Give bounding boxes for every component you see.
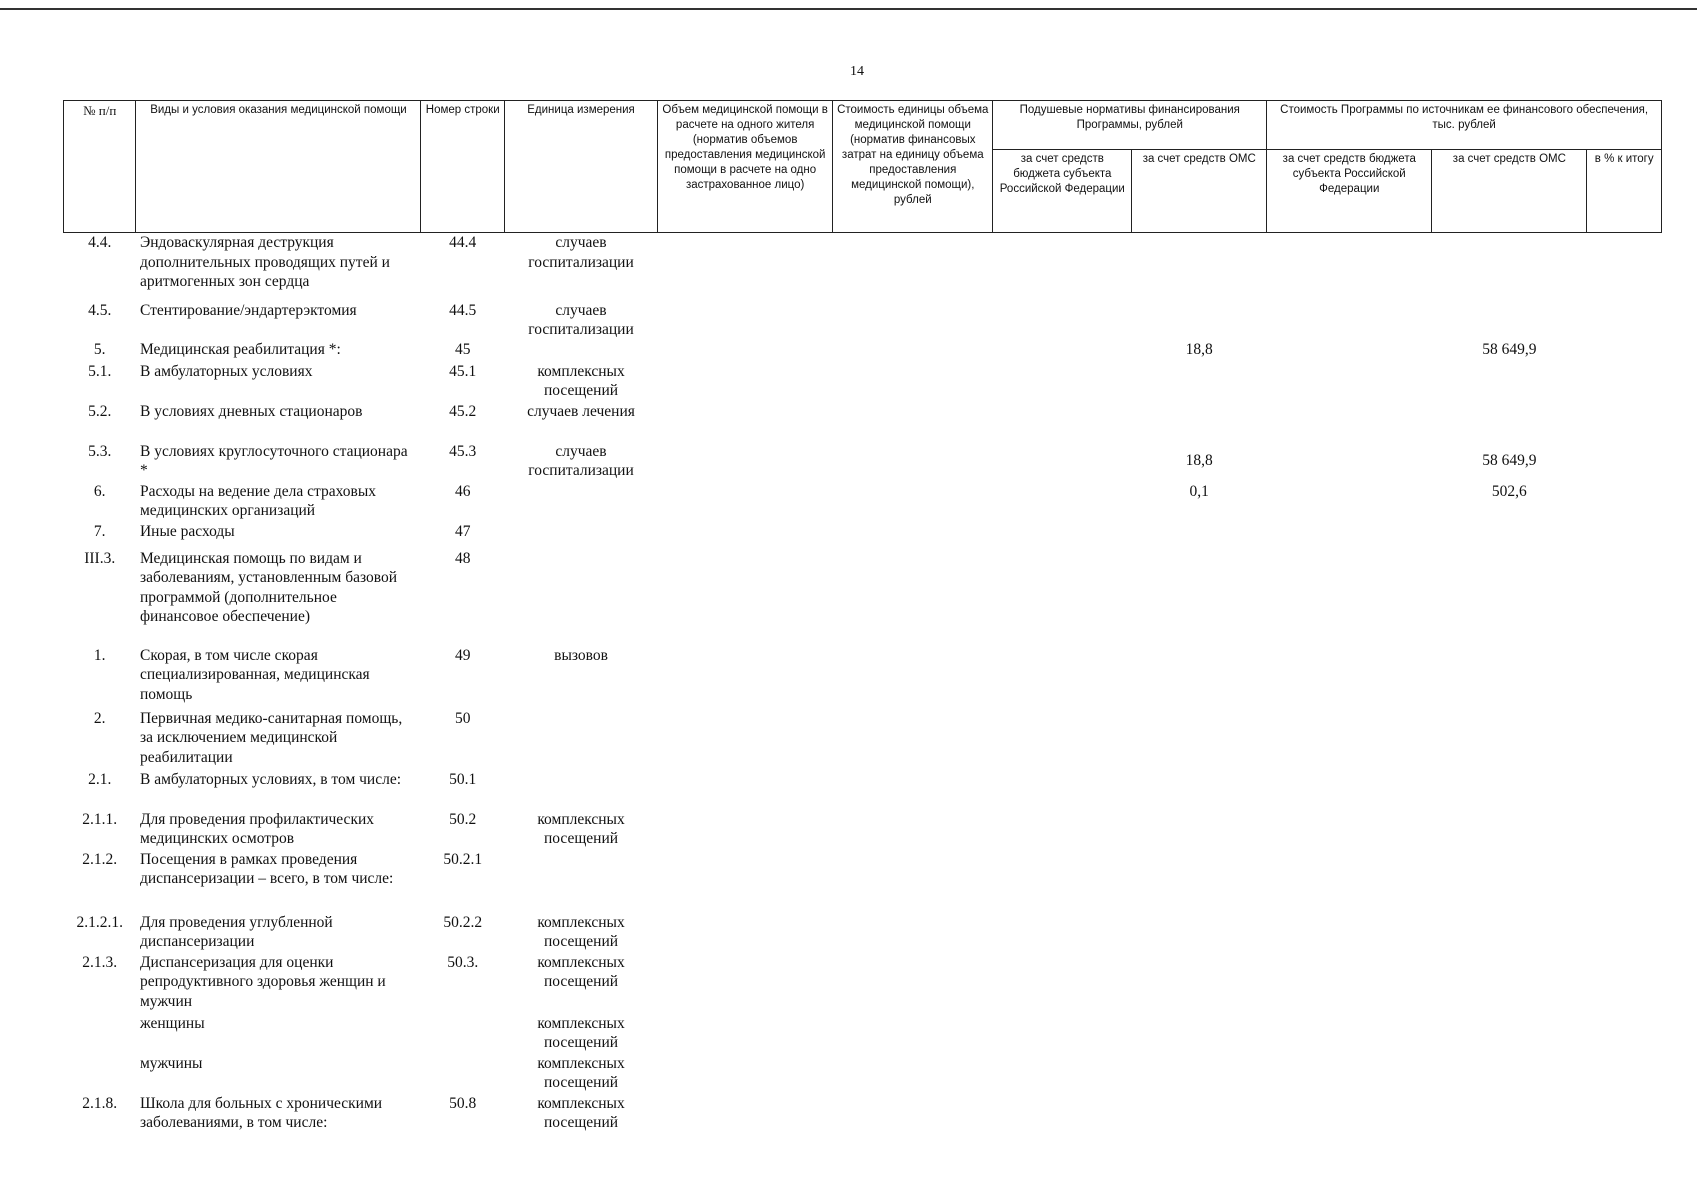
header-program-oms: за счет средств ОМС — [1432, 150, 1587, 233]
row-per-capita-budget — [993, 442, 1132, 482]
row-unit: комплексных посещений — [537, 1094, 625, 1131]
row-program-budget — [1267, 646, 1432, 709]
row-program-oms — [1432, 1054, 1587, 1094]
header-program-pct: в % к итогу — [1587, 150, 1662, 233]
row-code: 45.2 — [449, 402, 477, 420]
row-per-capita-budget — [993, 953, 1132, 1014]
table-row — [64, 482, 1662, 522]
row-unit: комплексных посещений — [537, 810, 625, 847]
row-unit — [505, 522, 658, 549]
row-per-capita-budget — [993, 522, 1132, 549]
row-code: 44.4 — [449, 234, 477, 251]
header-volume: Объем медицинской помощи в расчете на одного жителя (норматив объемов предоставления медицинской помощи в расчете на одно застрахованное лицо) — [658, 101, 833, 233]
row-program-pct — [1587, 1054, 1662, 1094]
row-cost — [833, 233, 993, 301]
row-unit: случаев лечения — [527, 402, 635, 420]
row-name: Для проведения углубленной диспансеризации — [139, 913, 333, 950]
row-cost — [833, 522, 993, 549]
row-name: В амбулаторных условиях — [139, 362, 313, 380]
table-row — [64, 709, 1662, 770]
row-per-capita-budget — [993, 646, 1132, 709]
row-program-oms — [1432, 1094, 1587, 1134]
table-row — [64, 233, 1662, 301]
row-program-oms — [1432, 953, 1587, 1014]
row-program-oms: 58 649,9 — [1482, 340, 1537, 358]
row-program-budget — [1267, 913, 1432, 953]
row-program-oms — [1432, 709, 1587, 770]
row-number: 5.3. — [88, 442, 112, 460]
row-code: 49 — [454, 646, 471, 664]
row-per-capita-budget — [993, 913, 1132, 953]
row-cost — [833, 340, 993, 362]
row-code: 45.1 — [449, 362, 477, 380]
row-program-oms — [1432, 850, 1587, 913]
row-unit: комплексных посещений — [537, 1014, 625, 1051]
row-program-oms: 58 649,9 — [1482, 451, 1537, 469]
table-row — [64, 770, 1662, 810]
row-program-pct — [1587, 442, 1662, 482]
row-volume — [658, 362, 833, 402]
header-num: № п/п — [64, 101, 136, 233]
row-volume — [658, 301, 833, 340]
row-program-budget — [1267, 402, 1432, 442]
row-number: 5. — [93, 340, 106, 358]
table-body — [64, 233, 1662, 1134]
row-program-oms — [1432, 1014, 1587, 1054]
row-number: 2.1.1. — [82, 810, 118, 828]
row-per-capita-oms — [1132, 1014, 1267, 1054]
row-number: 6. — [93, 482, 106, 500]
row-volume — [658, 709, 833, 770]
row-cost — [833, 770, 993, 810]
row-number — [64, 1054, 136, 1094]
row-per-capita-oms — [1132, 913, 1267, 953]
row-per-capita-budget — [993, 709, 1132, 770]
row-program-pct — [1587, 1014, 1662, 1054]
row-per-capita-budget — [993, 362, 1132, 402]
row-unit: комплексных посещений — [537, 913, 625, 950]
row-program-budget — [1267, 810, 1432, 850]
row-program-budget — [1267, 362, 1432, 402]
row-program-budget — [1267, 301, 1432, 340]
row-program-oms: 502,6 — [1491, 482, 1527, 500]
row-number: 2. — [93, 709, 106, 727]
row-code: 46 — [454, 482, 471, 500]
header-per-capita: Подушевые нормативы финансирования Программы, рублей — [993, 101, 1267, 150]
top-border-line — [0, 8, 1697, 10]
row-program-oms — [1432, 402, 1587, 442]
row-number: 7. — [93, 522, 106, 540]
row-name: Скорая, в том числе скорая специализированная, медицинская помощь — [139, 646, 370, 703]
row-code: 50.2 — [449, 810, 477, 828]
row-per-capita-oms — [1132, 770, 1267, 810]
row-unit: комплексных посещений — [537, 953, 625, 990]
table-row — [64, 402, 1662, 442]
row-per-capita-oms — [1132, 810, 1267, 850]
row-program-oms — [1432, 233, 1587, 301]
financing-table — [63, 100, 1662, 1134]
row-per-capita-oms — [1132, 709, 1267, 770]
row-per-capita-oms: 0,1 — [1189, 482, 1209, 500]
row-code: 44.5 — [449, 301, 477, 319]
row-number: 5.2. — [88, 402, 112, 420]
table-row — [64, 913, 1662, 953]
row-name: В условиях дневных стационаров — [139, 402, 363, 420]
row-per-capita-budget — [993, 1054, 1132, 1094]
row-program-pct — [1587, 402, 1662, 442]
table-row — [64, 1094, 1662, 1134]
row-unit — [505, 770, 658, 810]
row-volume — [658, 522, 833, 549]
row-code: 47 — [454, 522, 471, 540]
row-per-capita-budget — [993, 340, 1132, 362]
row-program-budget — [1267, 850, 1432, 913]
row-code: 45 — [454, 340, 471, 358]
row-program-oms — [1432, 913, 1587, 953]
row-cost — [833, 301, 993, 340]
row-per-capita-budget — [993, 482, 1132, 522]
row-per-capita-oms — [1132, 362, 1267, 402]
header-per-capita-budget: за счет средств бюджета субъекта Российской Федерации — [993, 150, 1132, 233]
row-per-capita-oms — [1132, 402, 1267, 442]
row-per-capita-oms — [1132, 646, 1267, 709]
row-code: 50.2.1 — [443, 850, 483, 868]
row-name: Стентирование/эндартерэктомия — [139, 301, 357, 319]
header-per-capita-oms: за счет средств ОМС — [1132, 150, 1267, 233]
table-row — [64, 301, 1662, 340]
row-volume — [658, 549, 833, 646]
table-row — [64, 1014, 1662, 1054]
row-per-capita-budget — [993, 850, 1132, 913]
row-cost — [833, 1054, 993, 1094]
row-per-capita-oms: 18,8 — [1185, 451, 1213, 469]
row-volume — [658, 850, 833, 913]
row-program-oms — [1432, 522, 1587, 549]
row-per-capita-budget — [993, 770, 1132, 810]
row-per-capita-budget — [993, 810, 1132, 850]
row-cost — [833, 402, 993, 442]
row-cost — [833, 549, 993, 646]
row-code: 50.2.2 — [443, 913, 483, 931]
row-per-capita-oms — [1132, 301, 1267, 340]
row-per-capita-oms — [1132, 1054, 1267, 1094]
row-cost — [833, 1094, 993, 1134]
row-program-budget — [1267, 522, 1432, 549]
table-row — [64, 810, 1662, 850]
row-per-capita-budget — [993, 1014, 1132, 1054]
row-program-pct — [1587, 522, 1662, 549]
row-number — [64, 1014, 136, 1054]
row-program-pct — [1587, 340, 1662, 362]
row-program-budget — [1267, 1054, 1432, 1094]
row-unit: случаев госпитализации — [528, 442, 634, 479]
page-number: 14 — [850, 64, 864, 79]
row-volume — [658, 340, 833, 362]
row-unit — [505, 850, 658, 913]
row-program-pct — [1587, 850, 1662, 913]
row-name: Посещения в рамках проведения диспансеризации – всего, в том числе: — [139, 850, 394, 887]
row-number: 4.4. — [88, 234, 112, 251]
header-program-cost: Стоимость Программы по источникам ее финансового обеспечения, тыс. рублей — [1267, 101, 1662, 150]
row-program-budget — [1267, 1014, 1432, 1054]
row-code: 50 — [454, 709, 471, 727]
row-number: 5.1. — [88, 362, 112, 380]
row-name: Для проведения профилактических медицинских осмотров — [139, 810, 375, 847]
row-per-capita-oms: 18,8 — [1185, 340, 1213, 358]
row-name: Медицинская реабилитация *: — [139, 340, 341, 358]
row-program-pct — [1587, 482, 1662, 522]
row-volume — [658, 913, 833, 953]
row-number: 2.1.2. — [82, 850, 118, 868]
header-program-budget: за счет средств бюджета субъекта Российской Федерации — [1267, 150, 1432, 233]
row-unit: комплексных посещений — [537, 1054, 625, 1091]
row-per-capita-budget — [993, 1094, 1132, 1134]
row-program-oms — [1432, 362, 1587, 402]
row-volume — [658, 1094, 833, 1134]
row-name: женщины — [139, 1014, 205, 1032]
row-volume — [658, 1014, 833, 1054]
row-unit — [505, 709, 658, 770]
row-program-budget — [1267, 953, 1432, 1014]
row-name: мужчины — [139, 1054, 203, 1072]
row-program-pct — [1587, 1094, 1662, 1134]
row-per-capita-oms — [1132, 953, 1267, 1014]
row-volume — [658, 233, 833, 301]
row-program-oms — [1432, 770, 1587, 810]
row-program-pct — [1587, 770, 1662, 810]
row-program-budget — [1267, 549, 1432, 646]
row-unit: случаев госпитализации — [528, 301, 634, 338]
table-row — [64, 850, 1662, 913]
row-per-capita-budget — [993, 402, 1132, 442]
row-program-budget — [1267, 1094, 1432, 1134]
row-unit — [505, 549, 658, 646]
row-code: 50.1 — [449, 770, 477, 788]
row-cost — [833, 362, 993, 402]
table-row — [64, 549, 1662, 646]
row-program-pct — [1587, 362, 1662, 402]
table-row — [64, 442, 1662, 482]
row-program-oms — [1432, 549, 1587, 646]
row-program-budget — [1267, 340, 1432, 362]
row-code: 48 — [454, 549, 471, 567]
header-cost: Стоимость единицы объема медицинской помощи (норматив финансовых затрат на единицу объема предоставления медицинской помощи), рублей — [833, 101, 993, 233]
row-cost — [833, 810, 993, 850]
row-program-pct — [1587, 301, 1662, 340]
row-unit: вызовов — [554, 646, 608, 664]
table-row — [64, 340, 1662, 362]
row-name: Школа для больных с хроническими заболеваниями, в том числе: — [139, 1094, 383, 1131]
row-name: Медицинская помощь по видам и заболеваниям, установленным базовой программой (дополнительное финансовое обеспечение) — [139, 549, 398, 625]
row-code: 45.3 — [449, 442, 477, 460]
row-program-oms — [1432, 646, 1587, 709]
row-cost — [833, 442, 993, 482]
row-program-budget — [1267, 442, 1432, 482]
table-row — [64, 522, 1662, 549]
row-cost — [833, 482, 993, 522]
row-volume — [658, 482, 833, 522]
row-program-budget — [1267, 770, 1432, 810]
row-volume — [658, 402, 833, 442]
row-code — [421, 1014, 505, 1054]
table-row — [64, 1054, 1662, 1094]
row-volume — [658, 953, 833, 1014]
row-volume — [658, 442, 833, 482]
header-unit: Единица измерения — [505, 101, 658, 233]
row-number: 2.1. — [88, 770, 112, 788]
row-name: В условиях круглосуточного стационара * — [139, 442, 408, 479]
row-program-pct — [1587, 810, 1662, 850]
row-cost — [833, 646, 993, 709]
row-program-budget — [1267, 482, 1432, 522]
row-name: Первичная медико-санитарная помощь, за исключением медицинской реабилитации — [139, 709, 403, 766]
row-number: 1. — [93, 646, 106, 664]
row-program-pct — [1587, 953, 1662, 1014]
row-name: Расходы на ведение дела страховых медицинских организаций — [139, 482, 376, 519]
row-per-capita-budget — [993, 233, 1132, 301]
row-number: 2.1.2.1. — [76, 913, 123, 931]
row-name: Диспансеризация для оценки репродуктивного здоровья женщин и мужчин — [139, 953, 386, 1010]
row-per-capita-oms — [1132, 549, 1267, 646]
row-code: 50.8 — [449, 1094, 477, 1112]
row-cost — [833, 850, 993, 913]
row-per-capita-oms — [1132, 233, 1267, 301]
row-program-budget — [1267, 233, 1432, 301]
row-cost — [833, 913, 993, 953]
row-volume — [658, 646, 833, 709]
row-program-pct — [1587, 709, 1662, 770]
header-row-code: Номер строки — [421, 101, 505, 233]
row-number: 2.1.3. — [82, 953, 118, 971]
row-per-capita-budget — [993, 301, 1132, 340]
row-cost — [833, 709, 993, 770]
row-cost — [833, 953, 993, 1014]
row-per-capita-oms — [1132, 850, 1267, 913]
table-row — [64, 953, 1662, 1014]
row-cost — [833, 1014, 993, 1054]
row-name: Эндоваскулярная деструкция дополнительных проводящих путей и аритмогенных зон сердца — [139, 234, 390, 290]
row-per-capita-oms — [1132, 1094, 1267, 1134]
row-volume — [658, 1054, 833, 1094]
row-program-pct — [1587, 913, 1662, 953]
row-name: В амбулаторных условиях, в том числе: — [139, 770, 402, 788]
row-code: 50.3. — [447, 953, 479, 971]
row-code — [421, 1054, 505, 1094]
row-program-pct — [1587, 233, 1662, 301]
row-unit: случаев госпитализации — [528, 234, 634, 271]
row-unit — [505, 482, 658, 522]
row-number: 4.5. — [88, 301, 112, 319]
row-per-capita-budget — [993, 549, 1132, 646]
table-row — [64, 646, 1662, 709]
row-program-oms — [1432, 810, 1587, 850]
table-row — [64, 362, 1662, 402]
row-volume — [658, 810, 833, 850]
row-name: Иные расходы — [139, 522, 235, 540]
row-number: 2.1.8. — [82, 1094, 118, 1112]
row-unit — [505, 340, 658, 362]
row-program-pct — [1587, 646, 1662, 709]
row-program-oms — [1432, 301, 1587, 340]
row-volume — [658, 770, 833, 810]
header-kind: Виды и условия оказания медицинской помощи — [136, 101, 421, 233]
row-program-budget — [1267, 709, 1432, 770]
row-number: III.3. — [84, 549, 116, 567]
row-program-pct — [1587, 549, 1662, 646]
row-unit: комплексных посещений — [537, 362, 625, 399]
row-per-capita-oms — [1132, 522, 1267, 549]
